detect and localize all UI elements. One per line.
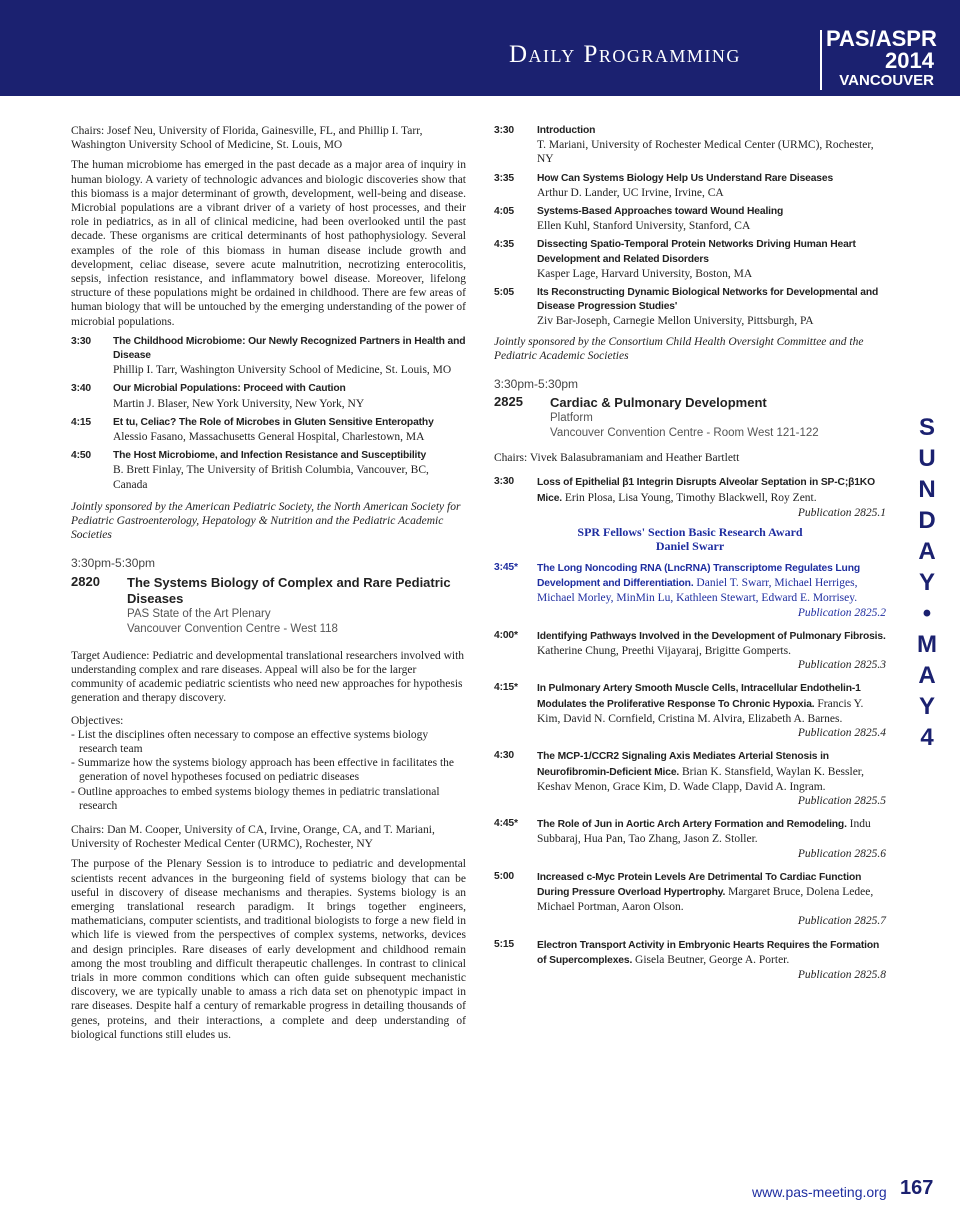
talk-title: How Can Systems Biology Help Us Understand Rare Diseases	[537, 172, 834, 184]
talk-item	[71, 416, 466, 444]
abstract-title: Identifying Pathways Involved in the Development of Pulmonary Fibrosis.	[537, 630, 886, 642]
talk-title: Systems-Based Approaches toward Wound Healing	[537, 206, 784, 218]
chairs-text: Chairs: Vivek Balasubramaniam and Heather Bartlett	[494, 452, 740, 465]
talk-item	[71, 449, 466, 492]
talk-title: The Childhood Microbiome: Our Newly Recognized Partners in Health and Disease	[113, 335, 466, 362]
talk-speaker: Ziv Bar-Joseph, Carnegie Mellon University, Pittsburgh, PA	[537, 315, 814, 328]
session-location: Vancouver Convention Centre - West 118	[127, 622, 338, 635]
abstract-authors: Francis Y. Kim, David N. Cornfield, Cristina M. Alvira, Elizabeth A. Barnes.	[537, 697, 864, 725]
talk-title: The Host Microbiome, and Infection Resistance and Susceptibility	[113, 450, 427, 462]
talk-speaker: Kasper Lage, Harvard University, Boston, MA	[537, 267, 753, 280]
sponsor-note: Jointly sponsored by the American Pediatric Society, the North American Society for Pediatric Gastroenterology, Hepatology & Nutrition and the Pediatric Academic Societies	[71, 500, 461, 542]
publication-number: Publication 2825.7	[797, 915, 886, 928]
header-banner	[0, 0, 960, 96]
left-column	[71, 124, 466, 1048]
talk-time: 3:35	[494, 172, 515, 184]
talk-item	[494, 238, 886, 281]
abstract-authors: Erin Plosa, Lisa Young, Timothy Blackwell, Roy Zent.	[564, 491, 817, 504]
abstract-authors: Gisela Beutner, George A. Porter.	[635, 953, 790, 966]
day-letter: U	[918, 445, 936, 472]
abstract-authors: Margaret Bruce, Dolena Ledee, Michael Portman, Aaron Olson.	[537, 885, 874, 914]
session-header	[494, 395, 886, 441]
day-letter: •	[922, 600, 932, 627]
publication-number: Publication 2825.4	[797, 727, 886, 740]
talk-time: 4:35	[494, 239, 515, 251]
talk-title: Our Microbial Populations: Proceed with Caution	[113, 383, 346, 395]
sponsor-note: Jointly sponsored by the Consortium Child Health Oversight Committee and the Pediatric Academic Societies	[494, 335, 864, 362]
chairs-text: Chairs: Josef Neu, University of Florida, Gainesville, FL, and Phillip I. Tarr, Washington University School of Medicine, St. Louis, MO	[71, 125, 423, 152]
session-purpose: The purpose of the Plenary Session is to introduce to pediatric and developmental scientists recent advances in the burgeoning field of systems biology that can be useful in discovery of disease mechanisms and therapies. Systems biology is an emerging translational research paradigm. It brings together engineers, mathematicians, computer scientists, and traditional biologists to forge a new field in which life is viewed from the perspectives of complex systems, networks, devices and design principles. Rare diseases of early development and childhood remain among the most troubling and difficult therapeutic challenges. In contrast to clinical trials in more common conditions which can often guide subsequent mechanistic discovery, we are typically unable to amass a rich data set on phenotypic impact in rare diseases. Despite half a century of remarkable progress in detailing thousands of genes, proteins, and their interactions, a complete and deep understanding of biological functions still eludes us.	[71, 858, 466, 1041]
abstract-authors: Katherine Chung, Preethi Vijayaraj, Brigitte Gomperts.	[537, 645, 791, 658]
objective-item: - Outline approaches to embed systems biology themes in pediatric translational research	[71, 785, 440, 812]
talk-item	[494, 172, 886, 200]
abstract-title: The MCP-1/CCR2 Signaling Axis Mediates Arterial Stenosis in Neurofibromin-Deficient Mice.	[537, 751, 829, 778]
talk-title: Its Reconstructing Dynamic Biological Networks for Developmental and Disease Progression Studies'	[537, 287, 879, 313]
abstract-item-highlighted	[494, 561, 886, 620]
objective-item: - List the disciplines often necessary to compose an effective systems biology research team	[71, 728, 429, 755]
objectives-list	[71, 728, 466, 813]
abstract-title: The Role of Jun in Aortic Arch Artery Formation and Remodeling.	[537, 819, 847, 831]
publication-number: Publication 2825.1	[797, 506, 886, 519]
session-number: 2820	[71, 573, 100, 589]
talk-title: Et tu, Celiac? The Role of Microbes in Gluten Sensitive Enteropathy	[113, 416, 434, 428]
target-audience: Target Audience: Pediatric and developmental translational researchers involved with understanding complex and rare diseases. Appeal will also be for the larger community of academic pediatric scientists who need new approaches for hypothesis generation and therapy discovery.	[71, 649, 465, 705]
talk-item	[494, 205, 886, 233]
abstract-item	[494, 870, 886, 929]
abstract-time: 3:45*	[494, 562, 518, 574]
abstract-time: 4:45*	[494, 818, 518, 830]
talk-item	[494, 286, 886, 329]
talk-time: 4:05	[494, 206, 515, 218]
abstract-authors: Daniel T. Swarr, Michael Herriges, Michael Morley, MinMin Lu, Kathleen Stewart, Edward E. Morrisey.	[537, 577, 858, 605]
talk-time: 4:15	[71, 416, 92, 428]
session-description: The human microbiome has emerged in the past decade as a major area of inquiry in human biology. A variety of technologic advances and biologic discoveries show that this biomass is a major determinant of growth, development, well-being and disease. Microbial populations are a vibrant driver of a variety of host processes, and their role in pediatrics, as in all of clinical medicine, had been overlooked until the past decade. These organisms are critical determinants of host pathophysiology. Several examples of the role of this biomass in human disease include growth and development, celiac disease, severe acute malnutrition, necrotizing enterocolitis, sepsis, infection resistance, and inflammatory bowel disease. Moreover, lifelong structure of these populations might be ordained in childhood. There are few areas of human biology that will be untouched by the emerging understanding of the power of microbial populations.	[71, 159, 466, 328]
timeslot-label: 3:30pm-5:30pm	[494, 377, 579, 392]
talk-time: 4:50	[71, 450, 92, 462]
abstract-title: Loss of Epithelial β1 Integrin Disrupts Alveolar Septation in SP-C;β1KO Mice.	[537, 477, 875, 504]
abstract-time: 5:15	[494, 938, 515, 950]
chairs-text: Chairs: Dan M. Cooper, University of CA, Irvine, Orange, CA, and T. Mariani, University of Rochester Medical Center (URMC), Rochester, NY	[71, 823, 435, 851]
page-title: Daily Programming	[509, 41, 741, 68]
abstract-item	[494, 681, 886, 740]
talk-title: Introduction	[537, 125, 596, 136]
timeslot-label: 3:30pm-5:30pm	[71, 556, 156, 571]
day-letter: 4	[920, 724, 934, 751]
day-letter: Y	[918, 569, 935, 596]
day-letter: A	[918, 662, 936, 689]
abstract-title: Increased c-Myc Protein Levels Are Detrimental To Cardiac Function During Pressure Overload Hypertrophy.	[537, 871, 862, 898]
abstract-item	[494, 749, 886, 808]
award-winner: Daniel Swarr	[655, 539, 725, 554]
objective-item: - Summarize how the systems biology approach has been effective in facilitates the generation of novel hypotheses focused on pediatric diseases	[71, 757, 454, 784]
logo-line-1: PAS/ASPR	[826, 26, 937, 51]
talk-item	[71, 335, 466, 378]
logo-line-3: VANCOUVER	[839, 72, 934, 89]
abstract-item	[494, 629, 886, 673]
publication-number: Publication 2825.6	[797, 847, 886, 860]
logo-line-2: 2014	[885, 48, 934, 73]
abstract-time: 4:30	[494, 750, 515, 762]
day-letter: M	[917, 631, 937, 658]
talk-title: Dissecting Spatio-Temporal Protein Networks Driving Human Heart Development and Related Disorders	[537, 239, 856, 265]
publication-number: Publication 2825.2	[797, 606, 886, 619]
day-letter: A	[918, 538, 936, 565]
talk-list	[71, 335, 466, 492]
footer-url-link[interactable]: www.pas-meeting.org	[752, 1184, 887, 1200]
session-header	[71, 575, 466, 637]
session-location: Vancouver Convention Centre - Room West 121-122	[550, 427, 819, 440]
talk-speaker: Ellen Kuhl, Stanford University, Stanford, CA	[537, 220, 751, 233]
talk-time: 5:05	[494, 287, 515, 299]
abstract-title: Electron Transport Activity in Embryonic Hearts Requires the Formation of Supercomplexes.	[537, 939, 880, 966]
session-title: The Systems Biology of Complex and Rare Pediatric Diseases	[127, 574, 451, 606]
talk-speaker: Arthur D. Lander, UC Irvine, Irvine, CA	[537, 186, 724, 199]
award-banner	[494, 525, 886, 553]
objectives-heading: Objectives:	[71, 714, 124, 727]
abstract-item	[494, 817, 886, 861]
award-title: SPR Fellows' Section Basic Research Award	[577, 525, 803, 540]
session-type: PAS State of the Art Plenary	[127, 607, 271, 620]
abstract-authors: Brian K. Stansfield, Waylan K. Bessler, Keshav Menon, Grace Kim, D. Wade Clapp, David A. Ingram.	[537, 765, 865, 793]
abstract-title: The Long Noncoding RNA (LncRNA) Transcriptome Regulates Lung Development and Differentiation.	[537, 563, 860, 590]
talk-time: 3:30	[71, 335, 92, 347]
conference-logo	[826, 26, 937, 89]
talk-speaker: T. Mariani, University of Rochester Medical Center (URMC), Rochester, NY	[537, 139, 874, 166]
abstract-time: 4:15*	[494, 682, 518, 694]
talk-speaker: Alessio Fasano, Massachusetts General Hospital, Charlestown, MA	[113, 431, 425, 444]
abstract-item	[494, 475, 886, 520]
talk-time: 3:40	[71, 383, 92, 395]
abstract-time: 5:00	[494, 870, 515, 882]
publication-number: Publication 2825.5	[797, 794, 886, 807]
day-letter: N	[918, 476, 936, 503]
session-title: Cardiac & Pulmonary Development	[550, 395, 767, 411]
abstract-item	[494, 938, 886, 983]
header-divider	[820, 30, 822, 90]
day-letter: S	[918, 414, 935, 441]
talk-time: 3:30	[494, 125, 515, 136]
right-column	[494, 124, 886, 987]
talk-speaker: B. Brett Finlay, The University of British Columbia, Vancouver, BC, Canada	[113, 464, 429, 491]
publication-number: Publication 2825.8	[797, 968, 886, 981]
talk-speaker: Phillip I. Tarr, Washington University School of Medicine, St. Louis, MO	[113, 364, 452, 377]
talk-speaker: Martin J. Blaser, New York University, New York, NY	[113, 397, 365, 410]
talk-item	[494, 124, 886, 167]
day-side-tab	[912, 412, 942, 753]
session-number: 2825	[494, 394, 523, 410]
publication-number: Publication 2825.3	[797, 659, 886, 672]
talk-list	[494, 124, 886, 329]
session-type: Platform	[550, 412, 593, 425]
page-number: 167	[900, 1177, 934, 1199]
day-letter: Y	[918, 693, 935, 720]
talk-item	[71, 382, 466, 410]
abstract-time: 3:30	[494, 476, 515, 488]
abstract-time: 4:00*	[494, 629, 518, 641]
abstract-title: In Pulmonary Artery Smooth Muscle Cells, Intracellular Endothelin-1 Modulates the Proliferative Response To Chronic Hypoxia.	[537, 683, 861, 710]
day-letter: D	[918, 507, 936, 534]
abstract-authors: Indu Subbaraj, Hua Pan, Tao Zhang, Jason Z. Stoller.	[537, 818, 871, 846]
